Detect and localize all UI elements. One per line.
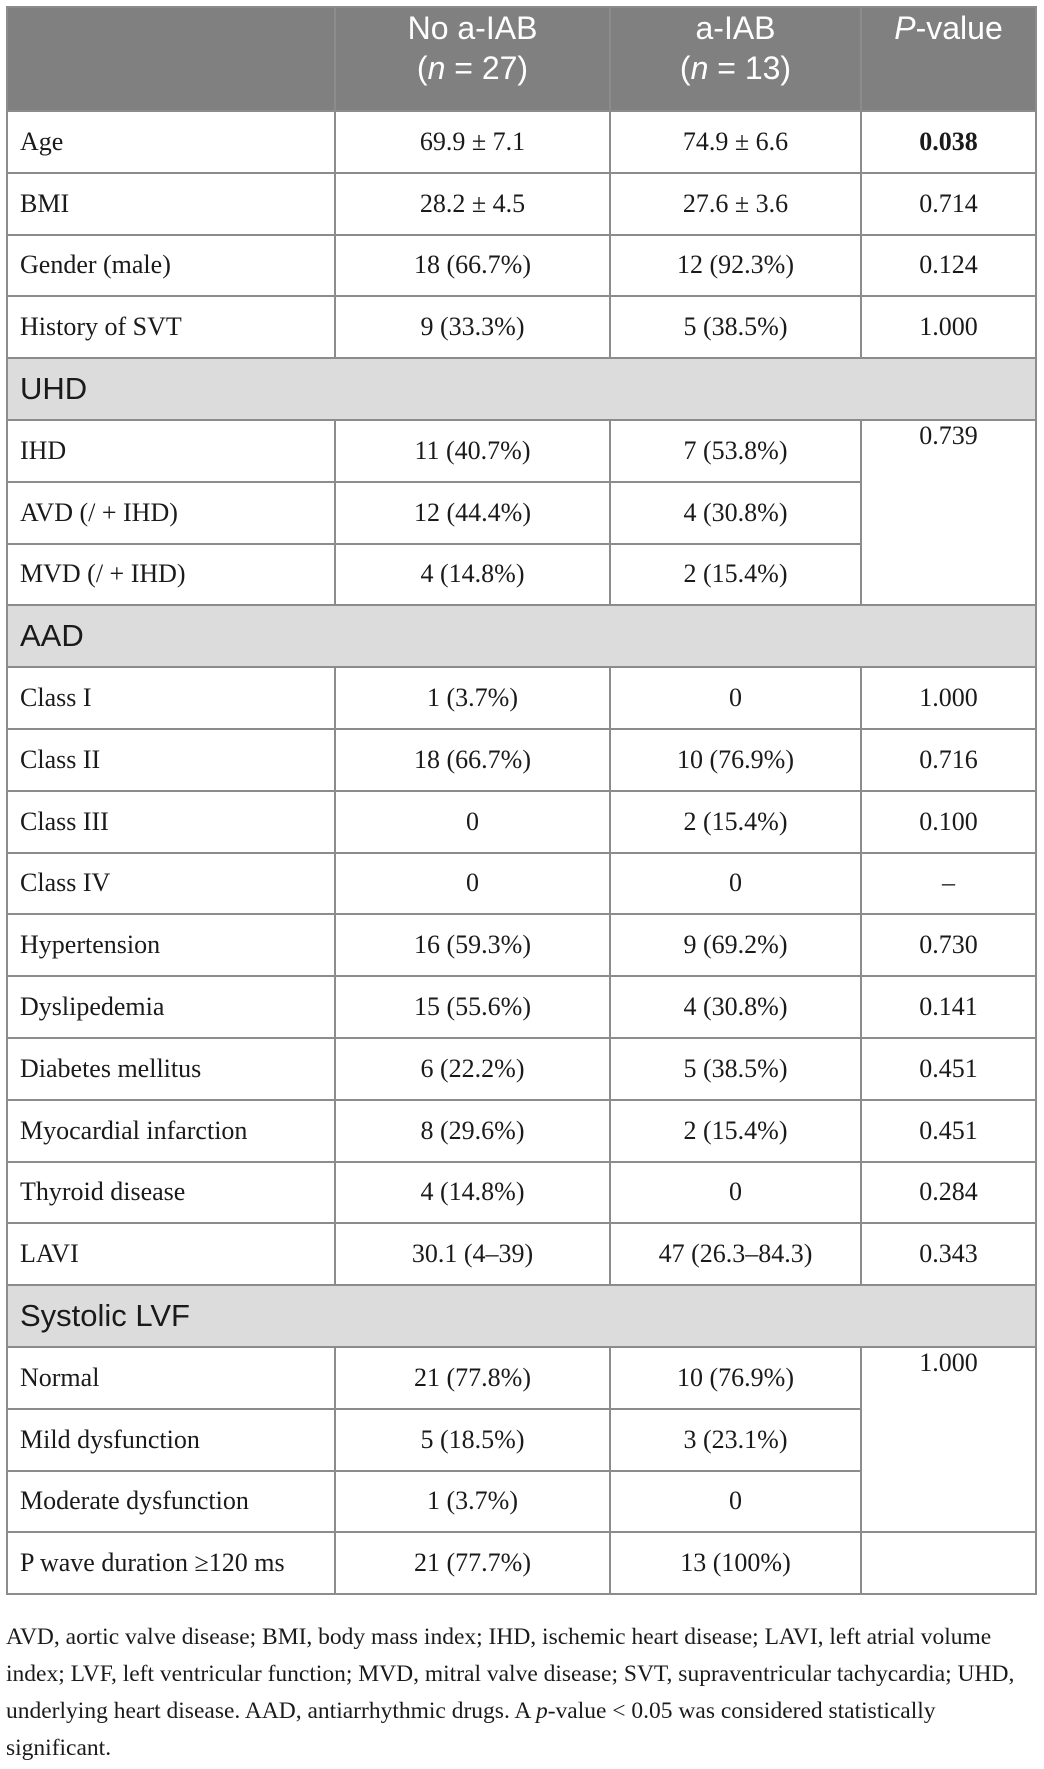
table-row-age [7, 111, 1036, 173]
cell-aiab: 27.6 ± 3.6 [610, 173, 861, 235]
cell-no-aiab: 0 [335, 853, 610, 915]
section-row-uhd [7, 358, 1036, 420]
cell-p-value: 1.000 [861, 296, 1036, 358]
cell-p-value: 0.343 [861, 1223, 1036, 1285]
row-label: IHD [7, 420, 335, 482]
cell-p-value: – [861, 853, 1036, 915]
row-label: Moderate dysfunction [7, 1471, 335, 1533]
cell-p-value: 0.716 [861, 729, 1036, 791]
cell-p-value: 0.141 [861, 976, 1036, 1038]
cell-p-value: 0.124 [861, 235, 1036, 297]
cell-aiab: 0 [610, 1471, 861, 1533]
table-row-thyroid [7, 1162, 1036, 1224]
row-label: AVD (/ + IHD) [7, 482, 335, 544]
header-aiab-n: n [690, 50, 709, 86]
cell-no-aiab: 21 (77.7%) [335, 1532, 610, 1594]
header-no-aiab: No a-IAB (n = 27) [335, 7, 610, 111]
cell-no-aiab: 12 (44.4%) [335, 482, 610, 544]
footnote-p-italic: p [535, 1698, 548, 1724]
table-row-dyslipedemia [7, 976, 1036, 1038]
section-row-aad [7, 605, 1036, 667]
cell-no-aiab: 1 (3.7%) [335, 667, 610, 729]
cell-no-aiab: 30.1 (4–39) [335, 1223, 610, 1285]
header-p-italic: P [894, 10, 916, 46]
row-label: Hypertension [7, 914, 335, 976]
header-blank-cell [7, 7, 335, 111]
cell-p-value: 0.730 [861, 914, 1036, 976]
table-row-bmi [7, 173, 1036, 235]
cell-no-aiab: 18 (66.7%) [335, 235, 610, 297]
cell-no-aiab: 4 (14.8%) [335, 544, 610, 606]
table-row-class-2 [7, 729, 1036, 791]
section-title: Systolic LVF [7, 1285, 1036, 1347]
header-no-aiab-title: No a-IAB [407, 10, 538, 46]
cell-no-aiab: 9 (33.3%) [335, 296, 610, 358]
cell-p-value: 0.451 [861, 1100, 1036, 1162]
row-label: Class IV [7, 853, 335, 915]
table-row-diabetes [7, 1038, 1036, 1100]
header-no-aiab-n: n [427, 50, 446, 86]
header-p-rest: -value [915, 10, 1003, 46]
table-row-hypertension [7, 914, 1036, 976]
section-title: UHD [7, 358, 1036, 420]
footnote-text-1: AVD, aortic valve disease; BMI, body mass index; IHD, ischemic heart disease; LAVI, left atrial volume index; LVF, left ventricular function; MVD, mitral valve disease; SVT, supraventricular tachycardia; UHD, underlying heart disease. AAD, antiarrhythmic drugs. A [6, 1624, 1015, 1724]
row-label: Normal [7, 1347, 335, 1409]
table-row-lavi [7, 1223, 1036, 1285]
cell-no-aiab: 69.9 ± 7.1 [335, 111, 610, 173]
cell-p-value: 0.100 [861, 791, 1036, 853]
cell-p-value: 1.000 [861, 667, 1036, 729]
cell-aiab: 0 [610, 1162, 861, 1224]
cell-aiab: 0 [610, 853, 861, 915]
row-label: LAVI [7, 1223, 335, 1285]
row-label: P wave duration ≥120 ms [7, 1532, 335, 1594]
header-aiab: a-IAB (n = 13) [610, 7, 861, 111]
cell-aiab: 47 (26.3–84.3) [610, 1223, 861, 1285]
cell-no-aiab: 16 (59.3%) [335, 914, 610, 976]
table-row-class-3 [7, 791, 1036, 853]
table-footnote [6, 1619, 1036, 1767]
cell-p-value [861, 1532, 1036, 1594]
table-row-class-4 [7, 853, 1036, 915]
cell-no-aiab: 11 (40.7%) [335, 420, 610, 482]
row-label: Class II [7, 729, 335, 791]
row-label: BMI [7, 173, 335, 235]
table-container [6, 6, 1035, 1595]
table-row-p-wave [7, 1532, 1036, 1594]
cell-no-aiab: 18 (66.7%) [335, 729, 610, 791]
header-p-value [861, 7, 1036, 111]
cell-aiab: 7 (53.8%) [610, 420, 861, 482]
cell-aiab: 2 (15.4%) [610, 1100, 861, 1162]
table-row-gender [7, 235, 1036, 297]
cell-p-value: 1.000 [861, 1347, 1036, 1532]
cell-aiab: 10 (76.9%) [610, 1347, 861, 1409]
cell-no-aiab: 21 (77.8%) [335, 1347, 610, 1409]
cell-p-value: 0.284 [861, 1162, 1036, 1224]
table-header-row [7, 7, 1036, 111]
cell-aiab: 2 (15.4%) [610, 791, 861, 853]
table-row-mi [7, 1100, 1036, 1162]
cell-no-aiab: 1 (3.7%) [335, 1471, 610, 1533]
cell-aiab: 3 (23.1%) [610, 1409, 861, 1471]
baseline-characteristics-table [6, 6, 1037, 1595]
cell-aiab: 4 (30.8%) [610, 482, 861, 544]
row-label: Class III [7, 791, 335, 853]
row-label: History of SVT [7, 296, 335, 358]
row-label: Myocardial infarction [7, 1100, 335, 1162]
header-aiab-count: = 13) [708, 50, 792, 86]
cell-aiab: 9 (69.2%) [610, 914, 861, 976]
cell-no-aiab: 0 [335, 791, 610, 853]
cell-no-aiab: 4 (14.8%) [335, 1162, 610, 1224]
table-row-svt [7, 296, 1036, 358]
cell-aiab: 0 [610, 667, 861, 729]
row-label: MVD (/ + IHD) [7, 544, 335, 606]
cell-aiab: 2 (15.4%) [610, 544, 861, 606]
row-label: Mild dysfunction [7, 1409, 335, 1471]
cell-aiab: 10 (76.9%) [610, 729, 861, 791]
section-row-systolic-lvf [7, 1285, 1036, 1347]
cell-p-value: 0.038 [861, 111, 1036, 173]
cell-aiab: 5 (38.5%) [610, 296, 861, 358]
cell-aiab: 4 (30.8%) [610, 976, 861, 1038]
cell-aiab: 74.9 ± 6.6 [610, 111, 861, 173]
cell-aiab: 5 (38.5%) [610, 1038, 861, 1100]
table-row-normal [7, 1347, 1036, 1409]
header-no-aiab-count: = 27) [445, 50, 529, 86]
cell-p-value: 0.739 [861, 420, 1036, 605]
cell-aiab: 13 (100%) [610, 1532, 861, 1594]
row-label: Class I [7, 667, 335, 729]
row-label: Age [7, 111, 335, 173]
cell-no-aiab: 6 (22.2%) [335, 1038, 610, 1100]
cell-no-aiab: 8 (29.6%) [335, 1100, 610, 1162]
table-row-class-1 [7, 667, 1036, 729]
row-label: Thyroid disease [7, 1162, 335, 1224]
section-title: AAD [7, 605, 1036, 667]
header-aiab-title: a-IAB [695, 10, 776, 46]
cell-no-aiab: 15 (55.6%) [335, 976, 610, 1038]
row-label: Dyslipedemia [7, 976, 335, 1038]
cell-p-value: 0.451 [861, 1038, 1036, 1100]
cell-aiab: 12 (92.3%) [610, 235, 861, 297]
table-row-ihd [7, 420, 1036, 482]
cell-no-aiab: 5 (18.5%) [335, 1409, 610, 1471]
row-label: Diabetes mellitus [7, 1038, 335, 1100]
cell-p-value: 0.714 [861, 173, 1036, 235]
footnote-text-2: -value < 0.05 was considered statistically significant. [6, 1698, 936, 1761]
row-label: Gender (male) [7, 235, 335, 297]
cell-no-aiab: 28.2 ± 4.5 [335, 173, 610, 235]
